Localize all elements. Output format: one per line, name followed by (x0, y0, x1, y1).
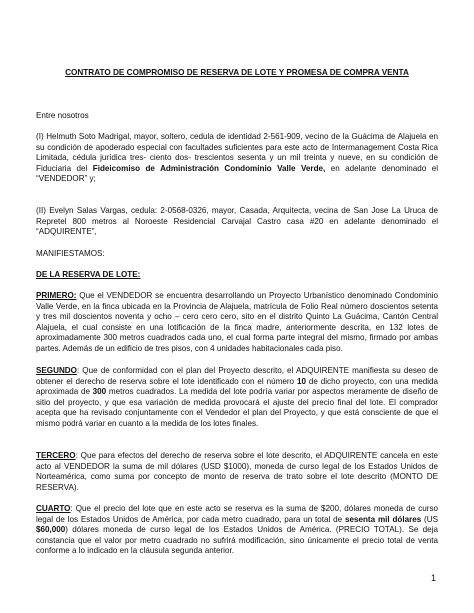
clause-cuarto-label: CUARTO (36, 504, 71, 513)
party-vendedor-text-a: (I) Helmuth Soto Madrigal, mayor, soltero, cedula de identidad 2-561-909, vecino de la Guácima de Alajuela en su condición de apoderado especial con facultades suficientes para este acto de Intermanagement Costa Rica Limitada, cédula jurídica tres- ciento dos- trescientos sesenta y un mil treinta y nueve, en su condición de Fiduciaria del (36, 132, 438, 173)
page-number: 1 (430, 573, 436, 583)
section-heading: DE LA RESERVA DE LOTE: (36, 270, 141, 279)
clause-segundo-lot-number: 10 (296, 376, 306, 386)
document-title: CONTRATO DE COMPROMISO DE RESERVA DE LOTE Y PROMESA DE COMPRA VENTA (65, 68, 409, 77)
clause-segundo (36, 366, 438, 430)
party-vendedor-paragraph (36, 132, 438, 185)
clause-cuarto (36, 504, 438, 557)
clause-segundo-text-b: de dicho proyecto, con una medida aproximada de (36, 376, 438, 397)
clause-cuarto-text-b: (US (421, 514, 438, 524)
clause-primero-label: PRIMERO: (36, 291, 77, 300)
intro-paragraph: Entre nosotros (36, 111, 89, 120)
clause-tercero (36, 451, 438, 493)
clause-segundo-area: 300 (92, 387, 107, 397)
clause-cuarto-text-a: : Que el precio del lote que en este acto se reserva es la suma de $200, dólares moneda de curso legal de los Estados Unidos de América, por cada metro cuadrado, para un total de (36, 504, 438, 524)
clause-tercero-label: TERCERO (36, 451, 76, 460)
party-adquirente-paragraph: (II) Evelyn Salas Vargas, cedula: 2-0568-0326, mayor, Casada, Arquitecta, vecina de San Jose La Uruca de Repretel 800 metros al Noroeste Residencial Carvajal Castro casa #20 en adelante denominado el “ADQUIRENTE”, (36, 206, 438, 237)
clause-primero-text: Que el VENDEDOR se encuentra desarrollando un Proyecto Urbanístico denominado Condominio Valle Verde, en la finca ubicada en la Provincia de Alajuela, matrícula de Folio Real número doscientos setenta y tres mil doscientos noventa y ocho – cero cero cero, sito en el distrito Quinto La Guácima, Cantón Central Alajuela, el cual consiste en una lotificación de la finca madre, anteriormente descrita, en 132 lotes de aproximadamente 300 metros cuadrados cada uno, el cual forma parte integral del mismo, firmado por ambas partes. Además de un edificio de tres pisos, con 4 unidades habitacionales cada piso. (36, 291, 438, 353)
clause-cuarto-total-amount: $60,000 (36, 525, 66, 535)
clause-cuarto-total-words: sesenta mil dólares (344, 514, 422, 524)
clause-cuarto-text-c: ) dólares moneda de curso legal de los Estados Unidos de América. (PRECIO TOTAL). Se deja constancia que el valor por metro cuadrado no sufrirá modificación, sino únicamente el precio total de venta conforme a lo indicado en la cláusula segunda anterior. (36, 525, 438, 556)
manifest-line: MANIFIESTAMOS: (36, 249, 105, 258)
clause-segundo-text-c: metros cuadrados. La medida del lote podría variar por aspectos meramente de diseño de sitio del proyecto, y que esa variación de medida provocará el ajuste del precio final del lote. El comprador acepta que ha revisado conjuntamente con el Vendedor el plan del Proyecto, y que está consciente de que el mismo podrá variar en cuanto a la medida de los lotes finales. (36, 387, 439, 428)
clause-segundo-text-a: : Que de conformidad con el plan del Proyecto descrito, el ADQUIRENTE manifiesta su deseo de obtener el derecho de reserva sobre el lote identificado con el número (36, 366, 438, 386)
party-vendedor-text-b: en adelante denominado el “VENDEDOR” y; (36, 163, 438, 184)
party-vendedor-fideicomiso: Fideicomiso de Administración Condominio Valle Verde, (92, 163, 326, 173)
clause-segundo-label: SEGUNDO (36, 366, 77, 375)
clause-tercero-text: : Que para efectos del derecho de reserva sobre el lote descrito, el ADQUIRENTE cancela en este acto al VENDEDOR la suma de mil dólares (USD $1000), moneda de curso legal de los Estados Unidos de Norteamérica, como suma por concepto de monto de reserva de trato sobre el lote descrito (MONTO DE RESERVA). (36, 451, 438, 492)
clause-primero (36, 291, 438, 355)
